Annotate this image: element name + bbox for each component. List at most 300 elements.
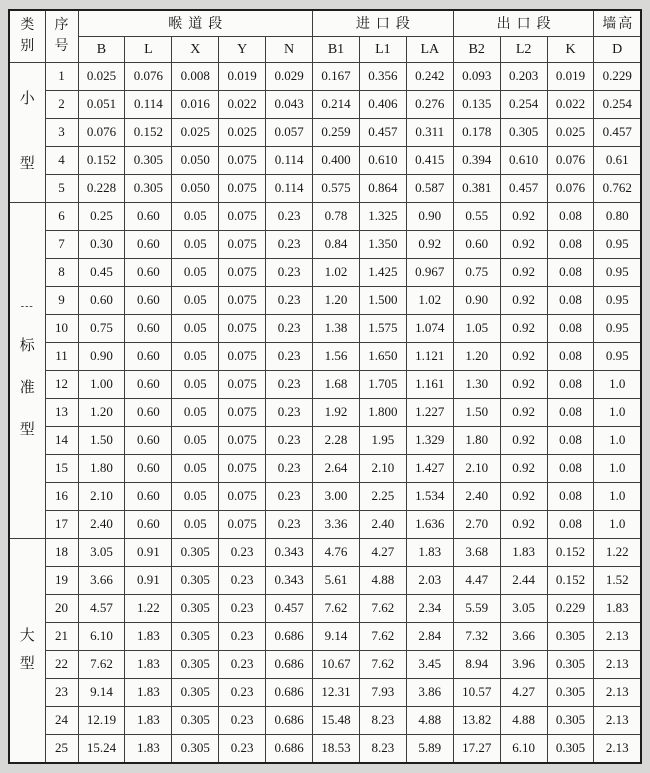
cell-value: 0.60 xyxy=(136,320,160,335)
value-cell xyxy=(78,286,125,314)
cell-value: 0.05 xyxy=(183,208,207,223)
cell-value: 0.92 xyxy=(418,236,442,251)
column-header-label: L2 xyxy=(515,42,532,57)
value-cell xyxy=(219,398,266,426)
cell-value: 0.394 xyxy=(462,152,492,167)
value-cell xyxy=(125,314,172,342)
cell-value: 0.23 xyxy=(230,628,254,643)
value-cell xyxy=(78,622,125,650)
category-char: 大 xyxy=(19,627,35,644)
cell-value: 1.83 xyxy=(605,600,629,615)
table-row xyxy=(9,678,641,706)
cell-value: 2.03 xyxy=(418,572,442,587)
cell-value: 2.10 xyxy=(90,488,113,503)
category-char: --- xyxy=(20,301,34,312)
cell-value: 7.62 xyxy=(90,656,113,671)
cell-value: 0.075 xyxy=(227,376,257,391)
cell-value: 0.08 xyxy=(559,516,582,531)
cell-value: 1.0 xyxy=(609,488,626,503)
value-cell xyxy=(172,510,219,538)
value-cell xyxy=(266,538,313,566)
cell-value: 0.08 xyxy=(559,292,582,307)
value-cell xyxy=(359,650,406,678)
cell-value: 0.05 xyxy=(183,376,207,391)
cell-value: 8.23 xyxy=(371,740,395,755)
cell-value: 1.325 xyxy=(368,208,398,223)
value-cell xyxy=(266,426,313,454)
value-cell xyxy=(359,538,406,566)
value-cell xyxy=(125,678,172,706)
value-cell xyxy=(172,258,219,286)
cell-value: 1.56 xyxy=(324,348,348,363)
cell-value: 0.305 xyxy=(555,712,586,727)
group-header-label: 进口段 xyxy=(355,17,416,33)
value-cell xyxy=(453,118,500,146)
cell-value: 2.70 xyxy=(465,516,489,531)
value-cell xyxy=(547,118,594,146)
value-cell xyxy=(500,202,547,230)
serial-cell xyxy=(45,706,78,734)
cell-value: 0.05 xyxy=(183,432,207,447)
cell-value: 0.60 xyxy=(136,432,160,447)
value-cell xyxy=(125,426,172,454)
cell-value: 1.05 xyxy=(465,320,489,335)
value-cell xyxy=(359,314,406,342)
cell-value: 0.60 xyxy=(136,236,160,251)
cell-value: 7.62 xyxy=(324,600,348,615)
cell-value: 0.92 xyxy=(512,348,535,363)
cell-value: 1.534 xyxy=(415,488,445,503)
value-cell xyxy=(313,650,360,678)
value-cell xyxy=(453,314,500,342)
cell-value: 0.022 xyxy=(227,96,257,111)
value-cell xyxy=(313,62,360,90)
cell-value: 0.019 xyxy=(227,68,257,83)
cell-value: 0.305 xyxy=(180,712,210,727)
value-cell xyxy=(172,146,219,174)
column-header-cell xyxy=(406,36,453,62)
cell-value: 4.47 xyxy=(465,572,489,587)
serial-header-char: 号 xyxy=(54,38,69,54)
value-cell xyxy=(594,62,641,90)
group-header-label: 墙高 xyxy=(602,17,635,33)
cell-value: 0.135 xyxy=(462,96,492,111)
value-cell xyxy=(547,622,594,650)
value-cell xyxy=(406,734,453,763)
value-cell xyxy=(547,426,594,454)
value-cell xyxy=(219,706,266,734)
value-cell xyxy=(266,62,313,90)
column-header-cell xyxy=(547,36,594,62)
value-cell xyxy=(453,230,500,258)
table-row xyxy=(9,314,641,342)
table-row xyxy=(9,118,641,146)
column-header-cell xyxy=(125,36,172,62)
value-cell xyxy=(359,258,406,286)
cell-value: 0.92 xyxy=(512,488,535,503)
cell-value: 0.381 xyxy=(462,180,492,195)
cell-value: 0.95 xyxy=(605,320,629,335)
cell-value: 0.90 xyxy=(418,208,442,223)
value-cell xyxy=(172,174,219,202)
value-cell xyxy=(219,202,266,230)
value-cell xyxy=(172,650,219,678)
value-cell xyxy=(78,734,125,763)
value-cell xyxy=(406,454,453,482)
value-cell xyxy=(313,258,360,286)
value-cell xyxy=(172,594,219,622)
cell-value: 0.05 xyxy=(183,264,207,279)
cell-value: 0.23 xyxy=(277,236,301,251)
serial-cell xyxy=(45,650,78,678)
cell-value: 0.025 xyxy=(86,68,117,83)
value-cell xyxy=(219,678,266,706)
value-cell xyxy=(219,622,266,650)
value-cell xyxy=(359,678,406,706)
value-cell xyxy=(594,482,641,510)
cell-value: 0.575 xyxy=(321,180,351,195)
cell-value: 0.60 xyxy=(465,236,489,251)
column-header-label: X xyxy=(190,42,201,57)
value-cell xyxy=(78,594,125,622)
value-cell xyxy=(172,398,219,426)
cell-value: 1.20 xyxy=(324,292,348,307)
table-row xyxy=(9,174,641,202)
cell-value: 0.60 xyxy=(136,516,160,531)
group-header-label: 喉道段 xyxy=(168,17,229,33)
cell-value: 2.40 xyxy=(465,488,489,503)
value-cell xyxy=(266,90,313,118)
cell-value: 0.23 xyxy=(230,656,254,671)
serial-cell xyxy=(45,258,78,286)
cell-value: 2.10 xyxy=(371,460,395,475)
value-cell xyxy=(78,90,125,118)
value-cell xyxy=(547,538,594,566)
value-cell xyxy=(406,174,453,202)
cell-value: 1.83 xyxy=(136,656,160,671)
cell-value: 0.152 xyxy=(133,124,163,139)
value-cell xyxy=(125,650,172,678)
value-cell xyxy=(313,90,360,118)
cell-value: 0.019 xyxy=(555,68,586,83)
table-row xyxy=(9,146,641,174)
cell-value: 0.05 xyxy=(183,516,207,531)
cell-value: 6.10 xyxy=(90,628,113,643)
cell-value: 1.30 xyxy=(465,376,489,391)
cell-value: 0.343 xyxy=(274,572,304,587)
value-cell xyxy=(172,678,219,706)
cell-value: 0.076 xyxy=(555,152,586,167)
value-cell xyxy=(125,118,172,146)
cell-value: 5.89 xyxy=(418,740,442,755)
value-cell xyxy=(453,62,500,90)
cell-value: 0.152 xyxy=(86,152,117,167)
value-cell xyxy=(359,398,406,426)
cell-value: 0.84 xyxy=(324,236,348,251)
value-cell xyxy=(453,594,500,622)
value-cell xyxy=(359,62,406,90)
cell-value: 5.61 xyxy=(324,572,348,587)
serial-value: 3 xyxy=(58,124,65,139)
cell-value: 0.23 xyxy=(277,208,301,223)
value-cell xyxy=(500,174,547,202)
cell-value: 0.92 xyxy=(512,208,535,223)
value-cell xyxy=(125,258,172,286)
value-cell xyxy=(453,734,500,763)
serial-cell xyxy=(45,482,78,510)
cell-value: 0.242 xyxy=(415,68,445,83)
cell-value: 0.23 xyxy=(230,572,254,587)
value-cell xyxy=(406,370,453,398)
value-cell xyxy=(313,398,360,426)
cell-value: 0.08 xyxy=(559,320,582,335)
value-cell xyxy=(313,370,360,398)
cell-value: 2.40 xyxy=(90,516,113,531)
cell-value: 0.305 xyxy=(508,124,539,139)
cell-value: 0.152 xyxy=(555,572,586,587)
value-cell xyxy=(547,706,594,734)
cell-value: 0.025 xyxy=(180,124,210,139)
cell-value: 1.0 xyxy=(609,516,626,531)
cell-value: 0.075 xyxy=(227,516,257,531)
serial-value: 15 xyxy=(55,460,68,475)
value-cell xyxy=(78,482,125,510)
value-cell xyxy=(359,342,406,370)
column-header-cell xyxy=(500,36,547,62)
cell-value: 0.229 xyxy=(555,600,586,615)
table-row xyxy=(9,202,641,230)
category-header-cell xyxy=(9,10,45,62)
cell-value: 0.008 xyxy=(180,68,210,83)
value-cell xyxy=(547,314,594,342)
cell-value: 18.53 xyxy=(321,740,351,755)
cell-value: 0.05 xyxy=(183,460,207,475)
cell-value: 7.32 xyxy=(465,628,489,643)
value-cell xyxy=(78,342,125,370)
value-cell xyxy=(78,538,125,566)
cell-value: 0.050 xyxy=(180,152,210,167)
cell-value: 2.13 xyxy=(605,712,629,727)
cell-value: 1.350 xyxy=(368,236,398,251)
cell-value: 1.0 xyxy=(609,432,626,447)
cell-value: 1.22 xyxy=(136,600,160,615)
table-row xyxy=(9,650,641,678)
value-cell xyxy=(453,566,500,594)
value-cell xyxy=(594,174,641,202)
cell-value: 0.05 xyxy=(183,320,207,335)
cell-value: 12.19 xyxy=(86,712,117,727)
value-cell xyxy=(172,734,219,763)
cell-value: 0.60 xyxy=(136,292,160,307)
cell-value: 0.686 xyxy=(274,712,304,727)
table-row xyxy=(9,342,641,370)
cell-value: 2.64 xyxy=(324,460,348,475)
value-cell xyxy=(266,482,313,510)
value-cell xyxy=(219,146,266,174)
cell-value: 0.025 xyxy=(227,124,257,139)
value-cell xyxy=(500,62,547,90)
serial-cell xyxy=(45,230,78,258)
serial-value: 8 xyxy=(58,264,65,279)
column-header-label: B1 xyxy=(327,42,345,57)
value-cell xyxy=(219,566,266,594)
cell-value: 0.305 xyxy=(133,180,163,195)
cell-value: 0.093 xyxy=(462,68,492,83)
value-cell xyxy=(313,342,360,370)
cell-value: 0.08 xyxy=(559,488,582,503)
value-cell xyxy=(125,622,172,650)
category-char: 型 xyxy=(19,156,35,172)
category-char: 型 xyxy=(19,655,35,672)
value-cell xyxy=(78,174,125,202)
cell-value: 1.636 xyxy=(415,516,445,531)
value-cell xyxy=(313,566,360,594)
value-cell xyxy=(219,734,266,763)
group-header-cell xyxy=(313,10,454,36)
spec-table xyxy=(8,9,642,764)
value-cell xyxy=(313,118,360,146)
cell-value: 1.800 xyxy=(368,404,398,419)
cell-value: 0.343 xyxy=(274,544,304,559)
value-cell xyxy=(453,202,500,230)
value-cell xyxy=(594,398,641,426)
category-header-text xyxy=(10,19,45,54)
cell-value: 0.92 xyxy=(512,404,535,419)
cell-value: 0.305 xyxy=(555,684,586,699)
value-cell xyxy=(172,706,219,734)
cell-value: 0.80 xyxy=(605,208,629,223)
value-cell xyxy=(500,230,547,258)
serial-cell xyxy=(45,622,78,650)
cell-value: 0.406 xyxy=(368,96,398,111)
value-cell xyxy=(219,342,266,370)
cell-value: 1.22 xyxy=(605,544,629,559)
cell-value: 1.68 xyxy=(324,376,348,391)
value-cell xyxy=(359,202,406,230)
value-cell xyxy=(125,398,172,426)
value-cell xyxy=(594,594,641,622)
cell-value: 0.92 xyxy=(512,320,535,335)
serial-value: 1 xyxy=(58,68,65,83)
cell-value: 0.075 xyxy=(227,488,257,503)
value-cell xyxy=(594,538,641,566)
cell-value: 1.575 xyxy=(368,320,398,335)
value-cell xyxy=(500,482,547,510)
value-cell xyxy=(406,202,453,230)
value-cell xyxy=(266,118,313,146)
cell-value: 3.96 xyxy=(512,656,535,671)
column-header-label: D xyxy=(612,42,623,57)
column-header-label: N xyxy=(284,42,295,57)
value-cell xyxy=(125,454,172,482)
value-cell xyxy=(547,202,594,230)
cell-value: 0.075 xyxy=(227,180,257,195)
cell-value: 0.91 xyxy=(136,544,160,559)
value-cell xyxy=(266,594,313,622)
cell-value: 4.76 xyxy=(324,544,348,559)
cell-value: 3.45 xyxy=(418,656,442,671)
value-cell xyxy=(78,370,125,398)
cell-value: 0.23 xyxy=(230,600,254,615)
cell-value: 0.043 xyxy=(274,96,304,111)
value-cell xyxy=(219,426,266,454)
value-cell xyxy=(313,482,360,510)
cell-value: 1.80 xyxy=(90,460,113,475)
cell-value: 1.427 xyxy=(415,460,445,475)
table-row xyxy=(9,594,641,622)
cell-value: 0.91 xyxy=(136,572,160,587)
category-text xyxy=(10,63,45,202)
table-row xyxy=(9,538,641,566)
column-header-cell xyxy=(594,36,641,62)
cell-value: 0.686 xyxy=(274,740,304,755)
cell-value: 0.60 xyxy=(136,488,160,503)
value-cell xyxy=(313,286,360,314)
cell-value: 0.08 xyxy=(559,264,582,279)
table-row xyxy=(9,398,641,426)
value-cell xyxy=(453,650,500,678)
cell-value: 8.94 xyxy=(465,656,489,671)
cell-value: 1.02 xyxy=(418,292,442,307)
cell-value: 0.95 xyxy=(605,264,629,279)
value-cell xyxy=(125,370,172,398)
cell-value: 0.686 xyxy=(274,656,304,671)
column-header-label: Y xyxy=(237,42,248,57)
column-header-cell xyxy=(172,36,219,62)
value-cell xyxy=(594,314,641,342)
column-header-label: L1 xyxy=(375,42,391,57)
value-cell xyxy=(125,594,172,622)
cell-value: 0.457 xyxy=(368,124,398,139)
value-cell xyxy=(266,174,313,202)
serial-cell xyxy=(45,174,78,202)
value-cell xyxy=(219,538,266,566)
cell-value: 3.86 xyxy=(418,684,442,699)
cell-value: 1.83 xyxy=(136,712,160,727)
value-cell xyxy=(359,482,406,510)
value-cell xyxy=(547,342,594,370)
cell-value: 0.05 xyxy=(183,404,207,419)
cell-value: 2.13 xyxy=(605,656,629,671)
value-cell xyxy=(500,594,547,622)
cell-value: 3.05 xyxy=(512,600,535,615)
serial-cell xyxy=(45,314,78,342)
value-cell xyxy=(547,230,594,258)
serial-cell xyxy=(45,426,78,454)
value-cell xyxy=(313,594,360,622)
cell-value: 17.27 xyxy=(462,740,492,755)
cell-value: 0.305 xyxy=(180,684,210,699)
value-cell xyxy=(547,594,594,622)
value-cell xyxy=(406,510,453,538)
value-cell xyxy=(500,286,547,314)
value-cell xyxy=(359,90,406,118)
cell-value: 0.23 xyxy=(277,516,301,531)
serial-value: 23 xyxy=(55,684,68,699)
serial-value: 11 xyxy=(55,348,68,363)
value-cell xyxy=(547,90,594,118)
value-cell xyxy=(313,538,360,566)
cell-value: 9.14 xyxy=(324,628,348,643)
cell-value: 0.075 xyxy=(227,404,257,419)
cell-value: 10.67 xyxy=(321,656,351,671)
value-cell xyxy=(313,510,360,538)
cell-value: 0.075 xyxy=(227,320,257,335)
value-cell xyxy=(547,566,594,594)
value-cell xyxy=(219,650,266,678)
value-cell xyxy=(172,538,219,566)
category-text xyxy=(10,203,45,538)
